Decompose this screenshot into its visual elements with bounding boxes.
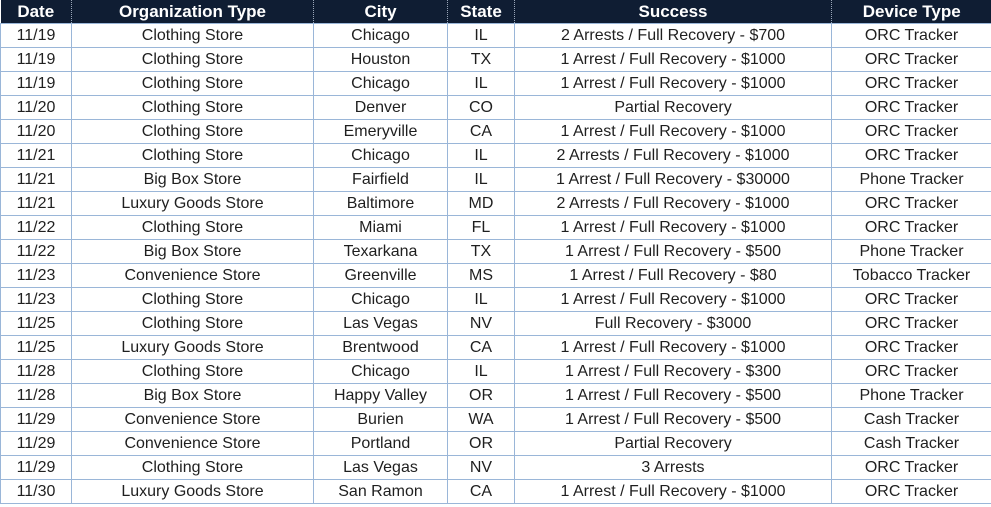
cell-success: 2 Arrests / Full Recovery - $1000 [515,192,832,216]
header-date: Date [1,0,72,24]
cell-device-type: ORC Tracker [832,192,991,216]
cell-device-type: ORC Tracker [832,48,991,72]
table-row [1,312,991,336]
table-row [1,192,991,216]
cell-success: 1 Arrest / Full Recovery - $500 [515,240,832,264]
cell-organization-type: Luxury Goods Store [72,336,314,360]
cell-date: 11/28 [1,384,72,408]
cell-date: 11/23 [1,288,72,312]
cell-organization-type: Luxury Goods Store [72,480,314,504]
cell-state: IL [448,144,515,168]
table-row [1,288,991,312]
cell-state: CA [448,120,515,144]
cell-success: 1 Arrest / Full Recovery - $500 [515,384,832,408]
cell-organization-type: Clothing Store [72,312,314,336]
cell-city: Chicago [314,144,448,168]
cell-device-type: ORC Tracker [832,288,991,312]
cell-success: 1 Arrest / Full Recovery - $1000 [515,48,832,72]
cell-city: Emeryville [314,120,448,144]
header-organization-type: Organization Type [72,0,314,24]
cell-state: TX [448,48,515,72]
cell-city: Greenville [314,264,448,288]
cell-city: San Ramon [314,480,448,504]
cell-device-type: Phone Tracker [832,384,991,408]
cell-organization-type: Big Box Store [72,168,314,192]
cell-organization-type: Clothing Store [72,96,314,120]
cell-device-type: ORC Tracker [832,312,991,336]
cell-organization-type: Big Box Store [72,240,314,264]
cell-organization-type: Convenience Store [72,408,314,432]
cell-date: 11/19 [1,48,72,72]
table-row [1,336,991,360]
cell-organization-type: Clothing Store [72,48,314,72]
cell-city: Chicago [314,72,448,96]
table-row [1,168,991,192]
cell-organization-type: Clothing Store [72,288,314,312]
cell-date: 11/22 [1,240,72,264]
cell-date: 11/19 [1,24,72,48]
cell-city: Chicago [314,360,448,384]
table-row [1,216,991,240]
cell-device-type: ORC Tracker [832,96,991,120]
cell-device-type: Cash Tracker [832,408,991,432]
cell-state: CA [448,480,515,504]
cell-organization-type: Clothing Store [72,72,314,96]
cell-date: 11/19 [1,72,72,96]
cell-city: Portland [314,432,448,456]
table-row [1,72,991,96]
header-state: State [448,0,515,24]
cell-device-type: Phone Tracker [832,240,991,264]
table-row [1,240,991,264]
table-row [1,456,991,480]
table-row [1,360,991,384]
cell-success: 1 Arrest / Full Recovery - $1000 [515,288,832,312]
cell-success: 1 Arrest / Full Recovery - $80 [515,264,832,288]
cell-date: 11/29 [1,456,72,480]
table-row [1,96,991,120]
cell-city: Texarkana [314,240,448,264]
cell-state: IL [448,360,515,384]
cell-organization-type: Clothing Store [72,360,314,384]
cell-success: 1 Arrest / Full Recovery - $1000 [515,120,832,144]
cell-device-type: ORC Tracker [832,72,991,96]
cell-success: 1 Arrest / Full Recovery - $1000 [515,336,832,360]
cell-organization-type: Luxury Goods Store [72,192,314,216]
table-row [1,144,991,168]
cell-state: OR [448,432,515,456]
cell-date: 11/21 [1,192,72,216]
cell-city: Happy Valley [314,384,448,408]
cell-success: 1 Arrest / Full Recovery - $1000 [515,480,832,504]
cell-organization-type: Big Box Store [72,384,314,408]
cell-state: CA [448,336,515,360]
cell-success: 1 Arrest / Full Recovery - $1000 [515,216,832,240]
cell-organization-type: Clothing Store [72,24,314,48]
cell-success: 1 Arrest / Full Recovery - $1000 [515,72,832,96]
cell-state: IL [448,24,515,48]
cell-date: 11/25 [1,312,72,336]
cell-city: Chicago [314,24,448,48]
cell-date: 11/29 [1,408,72,432]
cell-city: Las Vegas [314,312,448,336]
cell-date: 11/25 [1,336,72,360]
cell-date: 11/21 [1,144,72,168]
cell-city: Miami [314,216,448,240]
table-row [1,48,991,72]
cell-state: FL [448,216,515,240]
cell-device-type: Cash Tracker [832,432,991,456]
cell-city: Houston [314,48,448,72]
cell-state: TX [448,240,515,264]
cell-city: Las Vegas [314,456,448,480]
cell-success: 2 Arrests / Full Recovery - $700 [515,24,832,48]
cell-date: 11/22 [1,216,72,240]
header-success: Success [515,0,832,24]
cell-organization-type: Clothing Store [72,144,314,168]
cell-state: NV [448,312,515,336]
cell-state: MS [448,264,515,288]
cell-state: MD [448,192,515,216]
cell-device-type: ORC Tracker [832,216,991,240]
header-row [1,0,991,24]
cell-organization-type: Convenience Store [72,432,314,456]
cell-device-type: ORC Tracker [832,480,991,504]
cell-date: 11/20 [1,120,72,144]
cell-device-type: ORC Tracker [832,360,991,384]
cell-date: 11/30 [1,480,72,504]
cell-success: Partial Recovery [515,96,832,120]
cell-date: 11/23 [1,264,72,288]
cell-city: Fairfield [314,168,448,192]
cell-date: 11/21 [1,168,72,192]
cell-device-type: ORC Tracker [832,24,991,48]
cell-city: Denver [314,96,448,120]
cell-organization-type: Convenience Store [72,264,314,288]
cell-device-type: ORC Tracker [832,120,991,144]
table-row [1,480,991,504]
table-body [1,24,991,504]
header-city: City [314,0,448,24]
cell-success: Partial Recovery [515,432,832,456]
cell-device-type: ORC Tracker [832,336,991,360]
cell-device-type: ORC Tracker [832,456,991,480]
cell-success: 2 Arrests / Full Recovery - $1000 [515,144,832,168]
table-row [1,384,991,408]
table-row [1,24,991,48]
cell-city: Burien [314,408,448,432]
cell-organization-type: Clothing Store [72,120,314,144]
cell-device-type: Tobacco Tracker [832,264,991,288]
cell-date: 11/28 [1,360,72,384]
table-row [1,264,991,288]
cell-state: WA [448,408,515,432]
table-row [1,408,991,432]
cell-city: Brentwood [314,336,448,360]
cell-city: Baltimore [314,192,448,216]
cell-date: 11/29 [1,432,72,456]
header-device-type: Device Type [832,0,991,24]
cell-state: NV [448,456,515,480]
cell-success: 1 Arrest / Full Recovery - $300 [515,360,832,384]
cell-success: 3 Arrests [515,456,832,480]
cell-success: Full Recovery - $3000 [515,312,832,336]
cell-organization-type: Clothing Store [72,216,314,240]
cell-success: 1 Arrest / Full Recovery - $30000 [515,168,832,192]
cell-success: 1 Arrest / Full Recovery - $500 [515,408,832,432]
cell-date: 11/20 [1,96,72,120]
cell-state: IL [448,72,515,96]
table-row [1,432,991,456]
cell-state: IL [448,168,515,192]
cell-device-type: ORC Tracker [832,144,991,168]
cell-state: CO [448,96,515,120]
cell-device-type: Phone Tracker [832,168,991,192]
cell-state: OR [448,384,515,408]
cell-organization-type: Clothing Store [72,456,314,480]
table-row [1,120,991,144]
cell-state: IL [448,288,515,312]
cell-city: Chicago [314,288,448,312]
